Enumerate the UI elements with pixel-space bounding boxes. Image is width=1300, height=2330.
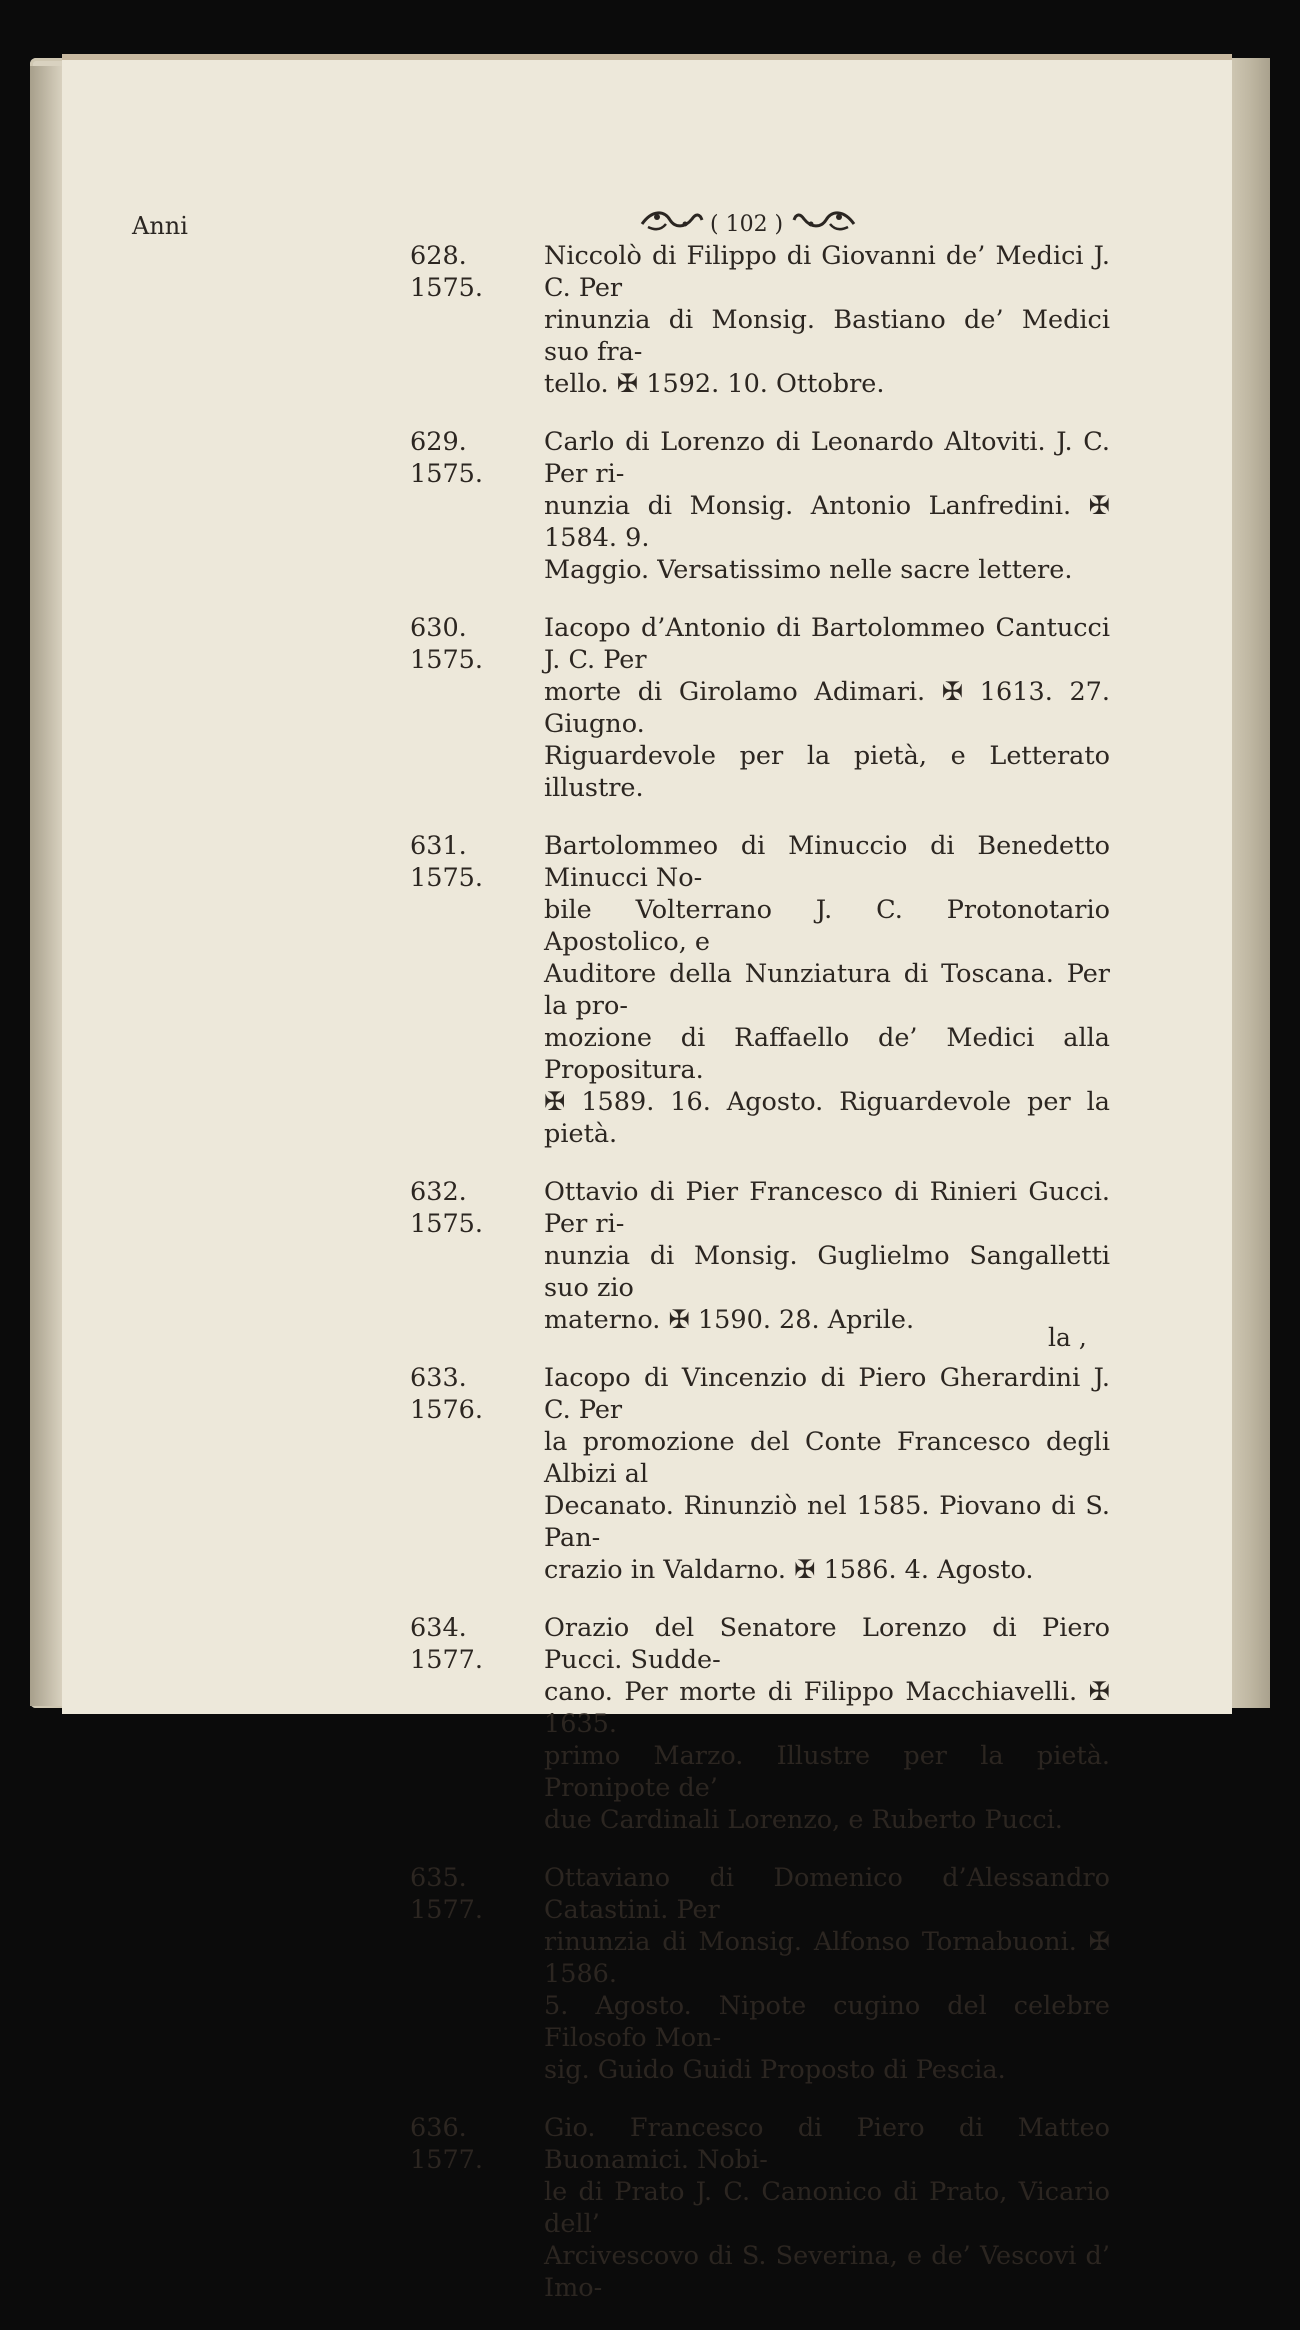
- entry-number: 636.: [410, 2113, 467, 2143]
- page-number: ( 102 ): [710, 212, 784, 237]
- entry-line: rinunzia di Monsig. Bastiano de’ Medici suo fra-: [544, 305, 1110, 367]
- entry-number: 629.: [410, 427, 467, 457]
- entry-line: Ottavio di Pier Francesco di Rinieri Gucci. Per ri-: [544, 1177, 1110, 1239]
- entry-body: [544, 1176, 1110, 1336]
- entry-634: [410, 1612, 1110, 1836]
- entry-line: cano. Per morte di Filippo Macchiavelli. ✠ 1635.: [544, 1677, 1110, 1739]
- entry-line: sig. Guido Guidi Proposto di Pescia.: [544, 2055, 1006, 2085]
- entry-line: ✠ 1589. 16. Agosto. Riguardevole per la pietà.: [544, 1087, 1110, 1149]
- entry-line: Ottaviano di Domenico d’Alessandro Catastini. Per: [544, 1863, 1110, 1925]
- entry-year: 1575.: [410, 645, 484, 675]
- entry-line: Niccolò di Filippo di Giovanni de’ Medici J. C. Per: [544, 241, 1110, 303]
- entry-body: [544, 612, 1110, 804]
- entry-year: 1577.: [410, 1645, 484, 1675]
- entry-line: tello. ✠ 1592. 10. Ottobre.: [544, 369, 885, 399]
- catchword: la ,: [1048, 1323, 1087, 1352]
- entry-head: [410, 2112, 540, 2176]
- entry-year: 1575.: [410, 863, 484, 893]
- entry-line: la promozione del Conte Francesco degli Albizi al: [544, 1427, 1110, 1489]
- entry-body: [544, 426, 1110, 586]
- entry-line: Orazio del Senatore Lorenzo di Piero Pucci. Sudde-: [544, 1613, 1110, 1675]
- entry-year: 1575.: [410, 273, 484, 303]
- entry-line: morte di Girolamo Adimari. ✠ 1613. 27. Giugno.: [544, 677, 1110, 739]
- entry-line: Decanato. Rinunziò nel 1585. Piovano di S. Pan-: [544, 1491, 1110, 1553]
- running-head-left: Anni: [132, 212, 188, 240]
- entry-line: mozione di Raffaello de’ Medici alla Propositura.: [544, 1023, 1110, 1085]
- entry-635: [410, 1862, 1110, 2086]
- entry-line: materno. ✠ 1590. 28. Aprile.: [544, 1305, 915, 1335]
- entry-body: [544, 1862, 1110, 2086]
- entry-body: [544, 2112, 1110, 2304]
- entry-head: [410, 1612, 540, 1676]
- entry-line: Gio. Francesco di Piero di Matteo Buonamici. Nobi-: [544, 2113, 1110, 2175]
- entry-head: [410, 426, 540, 490]
- entry-number: 635.: [410, 1863, 467, 1893]
- entry-line: Arcivescovo di S. Severina, e de’ Vescovi d’ Imo-: [544, 2241, 1110, 2303]
- entry-line: bile Volterrano J. C. Protonotario Apostolico, e: [544, 895, 1110, 957]
- entry-631: [410, 830, 1110, 1150]
- entry-body: [544, 1362, 1110, 1586]
- entry-line: Iacopo d’Antonio di Bartolommeo Cantucci J. C. Per: [544, 613, 1110, 675]
- entry-line: nunzia di Monsig. Antonio Lanfredini. ✠ 1584. 9.: [544, 491, 1110, 553]
- entry-head: [410, 1862, 540, 1926]
- entry-year: 1577.: [410, 2145, 484, 2175]
- entry-line: Bartolommeo di Minuccio di Benedetto Minucci No-: [544, 831, 1110, 893]
- entry-628: [410, 240, 1110, 400]
- entry-line: 5. Agosto. Nipote cugino del celebre Filosofo Mon-: [544, 1991, 1110, 2053]
- entry-630: [410, 612, 1110, 804]
- entry-head: [410, 1176, 540, 1240]
- entry-number: 632.: [410, 1177, 467, 1207]
- entry-number: 630.: [410, 613, 467, 643]
- entry-636: [410, 2112, 1110, 2304]
- entry-line: primo Marzo. Illustre per la pietà. Pronipote de’: [544, 1741, 1110, 1803]
- entry-line: rinunzia di Monsig. Alfonso Tornabuoni. ✠ 1586.: [544, 1927, 1110, 1989]
- entry-head: [410, 240, 540, 304]
- entry-629: [410, 426, 1110, 586]
- entry-line: due Cardinali Lorenzo, e Ruberto Pucci.: [544, 1805, 1063, 1835]
- entry-head: [410, 830, 540, 894]
- entry-line: crazio in Valdarno. ✠ 1586. 4. Agosto.: [544, 1555, 1034, 1585]
- entry-year: 1577.: [410, 1895, 484, 1925]
- entry-year: 1575.: [410, 1209, 484, 1239]
- entry-633: [410, 1362, 1110, 1586]
- entry-line: le di Prato J. C. Canonico di Prato, Vicario dell’: [544, 2177, 1110, 2239]
- entry-line: Riguardevole per la pietà, e Letterato illustre.: [544, 741, 1110, 803]
- entry-head: [410, 1362, 540, 1426]
- entry-line: Carlo di Lorenzo di Leonardo Altoviti. J. C. Per ri-: [544, 427, 1110, 489]
- entry-number: 633.: [410, 1363, 467, 1393]
- entry-head: [410, 612, 540, 676]
- entry-body: [544, 240, 1110, 400]
- entry-number: 634.: [410, 1613, 467, 1643]
- entry-line: Iacopo di Vincenzio di Piero Gherardini J. C. Per: [544, 1363, 1110, 1425]
- entry-line: Maggio. Versatissimo nelle sacre lettere.: [544, 555, 1073, 585]
- ornament-icon-right: [792, 202, 856, 238]
- entry-year: 1576.: [410, 1395, 484, 1425]
- entry-632: [410, 1176, 1110, 1336]
- entry-line: nunzia di Monsig. Guglielmo Sangalletti suo zio: [544, 1241, 1110, 1303]
- entry-year: 1575.: [410, 459, 484, 489]
- entry-number: 628.: [410, 241, 467, 271]
- ornament-icon-left: [640, 202, 704, 238]
- entry-number: 631.: [410, 831, 467, 861]
- page-text-block: [410, 240, 1110, 2330]
- entry-body: [544, 830, 1110, 1150]
- right-page-edge: [1229, 58, 1270, 1708]
- left-page-edge: [30, 66, 62, 1706]
- entry-body: [544, 1612, 1110, 1836]
- entry-line: Auditore della Nunziatura di Toscana. Per la pro-: [544, 959, 1110, 1021]
